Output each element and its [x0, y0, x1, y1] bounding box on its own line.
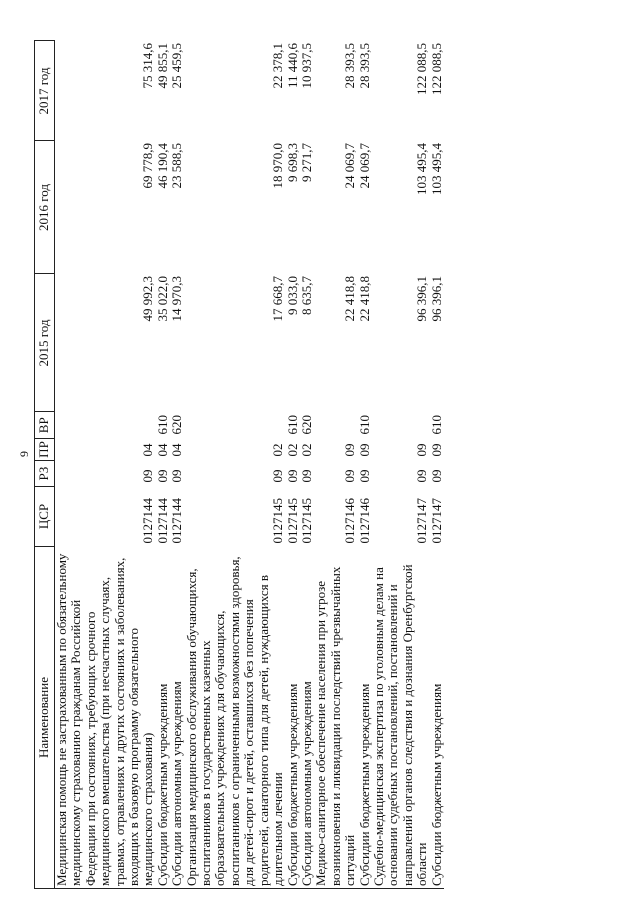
row-name: Организация медицинского обслуживания обучающихся, воспитанников в государственных казенных образовательных учреждениях для обучающихся, воспитанников с ограниченными возможностями здоровья, для детей-сирот и детей, оставшихся без попечения родителей, санаторного типа для детей, нуждающихся в длительном лечении [185, 547, 286, 889]
row-2016: 9 271,7 [298, 143, 314, 182]
row-vr: 610 [428, 415, 444, 435]
table-row [300, 41, 314, 889]
row-name: Субсидии бюджетным учреждениям [430, 547, 444, 889]
table-row [314, 41, 357, 889]
row-vr: 620 [169, 415, 185, 435]
row-csr: 0127145 [284, 498, 300, 544]
header-2015: 2015 год [35, 274, 55, 412]
table-row [286, 41, 300, 889]
row-pr: 09 [342, 443, 358, 457]
row-2015: 9 033,0 [284, 276, 300, 315]
header-row [35, 41, 55, 889]
row-name: Медицинская помощь не застрахованным по обязательному медицинскому страхованию гражданам Российской Федерации при состояниях, требующих срочного медицинского вмешательства (при несчастных случаях, травмах, отравлениях и других состояниях и заболеваниях, входящих в базовую программу обязательного медицинского страхования) [55, 547, 156, 889]
row-vr: 620 [298, 415, 314, 435]
row-rz: 09 [414, 469, 430, 483]
row-rz: 09 [428, 469, 444, 483]
row-pr: 02 [298, 443, 314, 457]
row-vr: 610 [356, 415, 372, 435]
row-pr: 04 [154, 443, 170, 457]
row-pr: 04 [140, 443, 156, 457]
table-row [372, 41, 430, 889]
row-csr: 0127144 [154, 498, 170, 544]
row-rz: 09 [342, 469, 358, 483]
row-2016: 46 190,4 [154, 143, 170, 189]
row-vr: 610 [284, 415, 300, 435]
row-2016: 9 698,3 [284, 143, 300, 182]
row-2017: 49 855,1 [154, 43, 170, 89]
table-row [170, 41, 184, 889]
row-rz: 09 [154, 469, 170, 483]
row-csr: 0127144 [140, 498, 156, 544]
header-csr: ЦСР [35, 487, 55, 547]
row-2015: 17 668,7 [270, 276, 286, 322]
row-2016: 103 495,4 [428, 143, 444, 195]
row-2017: 22 378,1 [270, 43, 286, 89]
header-2016: 2016 год [35, 141, 55, 274]
row-2015: 22 418,8 [342, 276, 358, 322]
row-rz: 09 [298, 469, 314, 483]
row-pr: 09 [428, 443, 444, 457]
row-vr [55, 412, 156, 439]
budget-table [34, 41, 444, 890]
header-vr: ВР [35, 412, 55, 439]
row-rz: 09 [169, 469, 185, 483]
row-rz: 09 [356, 469, 372, 483]
row-rz: 09 [140, 469, 156, 483]
row-vr: 610 [154, 415, 170, 435]
row-csr: 0127147 [428, 498, 444, 544]
row-pr: 04 [169, 443, 185, 457]
row-2016: 69 778,9 [140, 143, 156, 189]
table-row [430, 41, 444, 889]
row-name: Субсидии автономным учреждениям [170, 547, 184, 889]
row-vr [314, 412, 357, 439]
row-name: Субсидии бюджетным учреждениям [156, 547, 170, 889]
row-name: Медико-санитарное обеспечение населения при угрозе возникновения и ликвидации последствий чрезвычайных ситуаций [314, 547, 357, 889]
row-2017: 28 393,5 [356, 43, 372, 89]
row-pr: 02 [270, 443, 286, 457]
row-2017: 122 088,5 [414, 43, 430, 95]
header-pr: ПР [35, 439, 55, 461]
row-csr: 0127146 [356, 498, 372, 544]
row-vr [185, 412, 286, 439]
row-2015: 49 992,3 [140, 276, 156, 322]
row-name: Субсидии автономным учреждениям [300, 547, 314, 889]
row-2017: 75 314,6 [140, 43, 156, 89]
row-pr: 09 [414, 443, 430, 457]
table-row [156, 41, 170, 889]
row-2017: 11 440,6 [284, 43, 300, 89]
row-vr [372, 412, 430, 439]
row-name: Субсидии бюджетным учреждениям [358, 547, 372, 889]
header-name: Наименование [35, 547, 55, 889]
row-2016: 23 588,5 [169, 143, 185, 189]
header-2017: 2017 год [35, 41, 55, 141]
row-csr: 0127144 [169, 498, 185, 544]
header-rz: РЗ [35, 461, 55, 487]
row-2016: 103 495,4 [414, 143, 430, 195]
row-pr: 02 [284, 443, 300, 457]
row-name: Судебно-медицинская экспертиза по уголовным делам на основании судебных постановлений, постановлений и направлений органов следствия и дознания Оренбургской области [372, 547, 430, 889]
row-2016: 18 970,0 [270, 143, 286, 189]
row-csr: 0127147 [414, 498, 430, 544]
row-rz: 09 [270, 469, 286, 483]
row-2015: 14 970,3 [169, 276, 185, 322]
table-row [185, 41, 286, 889]
row-2015: 8 635,7 [298, 276, 314, 315]
row-2017: 10 937,5 [298, 43, 314, 89]
row-csr: 0127145 [298, 498, 314, 544]
row-2015: 22 418,8 [356, 276, 372, 322]
row-2017: 25 459,5 [169, 43, 185, 89]
row-csr: 0127145 [270, 498, 286, 544]
page-number: 9 [17, 451, 31, 457]
row-2016: 24 069,7 [356, 143, 372, 189]
table-row [55, 41, 156, 889]
row-2017: 122 088,5 [428, 43, 444, 95]
row-2015: 35 022,0 [154, 276, 170, 322]
row-csr: 0127146 [342, 498, 358, 544]
row-2015: 96 396,1 [428, 276, 444, 322]
row-2017: 28 393,5 [342, 43, 358, 89]
row-2015: 96 396,1 [414, 276, 430, 322]
row-name: Субсидии бюджетным учреждениям [286, 547, 300, 889]
row-pr: 09 [356, 443, 372, 457]
row-2016: 24 069,7 [342, 143, 358, 189]
table-row [358, 41, 372, 889]
row-rz: 09 [284, 469, 300, 483]
